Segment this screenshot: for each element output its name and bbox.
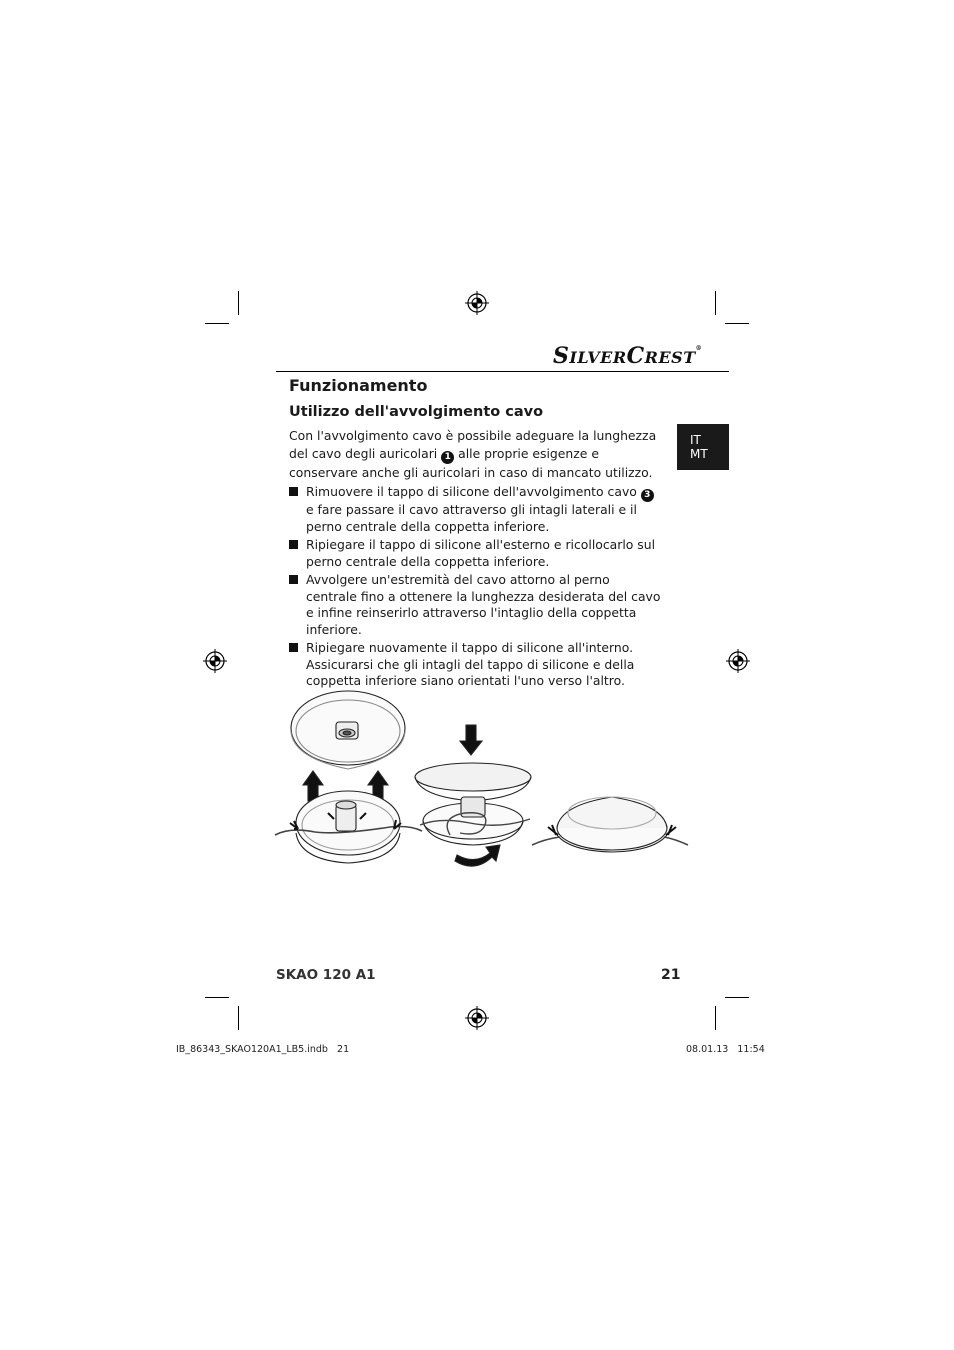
cable-winder-illustration	[270, 685, 690, 885]
crop-mark	[725, 323, 749, 324]
bullet-square-icon	[289, 487, 298, 496]
registration-mark-icon	[465, 291, 489, 315]
language-tab: IT MT	[677, 424, 729, 470]
reference-number-badge: 1	[441, 451, 454, 464]
section-subtitle: Utilizzo dell'avvolgimento cavo	[289, 404, 544, 420]
bullet-square-icon	[289, 643, 298, 652]
registration-mark-icon	[203, 649, 227, 673]
crop-mark	[238, 1006, 239, 1030]
silicone-cap-lifted	[291, 691, 405, 769]
cup-with-cap	[415, 763, 531, 866]
list-item: Ripiegare il tappo di silicone all'esterno e ricollocarlo sul perno centrale della coppetta inferiore.	[289, 537, 661, 570]
page-number: 21	[661, 967, 681, 983]
print-datetime: 08.01.13 11:54	[686, 1044, 765, 1055]
assembled-cable-winder	[532, 797, 688, 852]
section-title: Funzionamento	[289, 376, 428, 395]
bottom-cup	[275, 791, 422, 863]
file-name: IB_86343_SKAO120A1_LB5.indb 21	[176, 1044, 350, 1055]
bullet-square-icon	[289, 540, 298, 549]
registration-mark-icon	[465, 1006, 489, 1030]
list-item: Avvolgere un'estremità del cavo attorno al perno centrale fino a ottenere la lunghezza desiderata del cavo e infine reinserirlo attraverso l'intaglio della coppetta inferiore.	[289, 572, 661, 638]
crop-mark	[725, 997, 749, 998]
crop-mark	[715, 1006, 716, 1030]
registration-mark-icon	[726, 649, 750, 673]
arrow-down-icon	[460, 725, 482, 755]
brand-logo: SILVERCREST®	[553, 343, 703, 369]
instruction-list	[289, 484, 661, 692]
list-item: Ripiegare nuovamente il tappo di silicone all'interno. Assicurarsi che gli intagli del tappo di silicone e della coppetta inferiore siano orientati l'uno verso l'altro.	[289, 640, 661, 690]
crop-mark	[205, 323, 229, 324]
crop-mark	[238, 291, 239, 315]
rotate-arrow-icon	[455, 845, 500, 866]
crop-mark	[205, 997, 229, 998]
header-rule	[276, 371, 729, 372]
bullet-square-icon	[289, 575, 298, 584]
model-number: SKAO 120 A1	[276, 967, 376, 983]
list-item: Rimuovere il tappo di silicone dell'avvolgimento cavo 3 e fare passare il cavo attraverso gli intagli laterali e il perno centrale della coppetta inferiore.	[289, 484, 661, 535]
crop-mark	[715, 291, 716, 315]
reference-number-badge: 3	[641, 489, 654, 502]
intro-paragraph: Con l'avvolgimento cavo è possibile adeguare la lunghezza del cavo degli auricolari 1 alle proprie esigenze e conservare anche gli auricolari in caso di mancato utilizzo.	[289, 428, 657, 480]
